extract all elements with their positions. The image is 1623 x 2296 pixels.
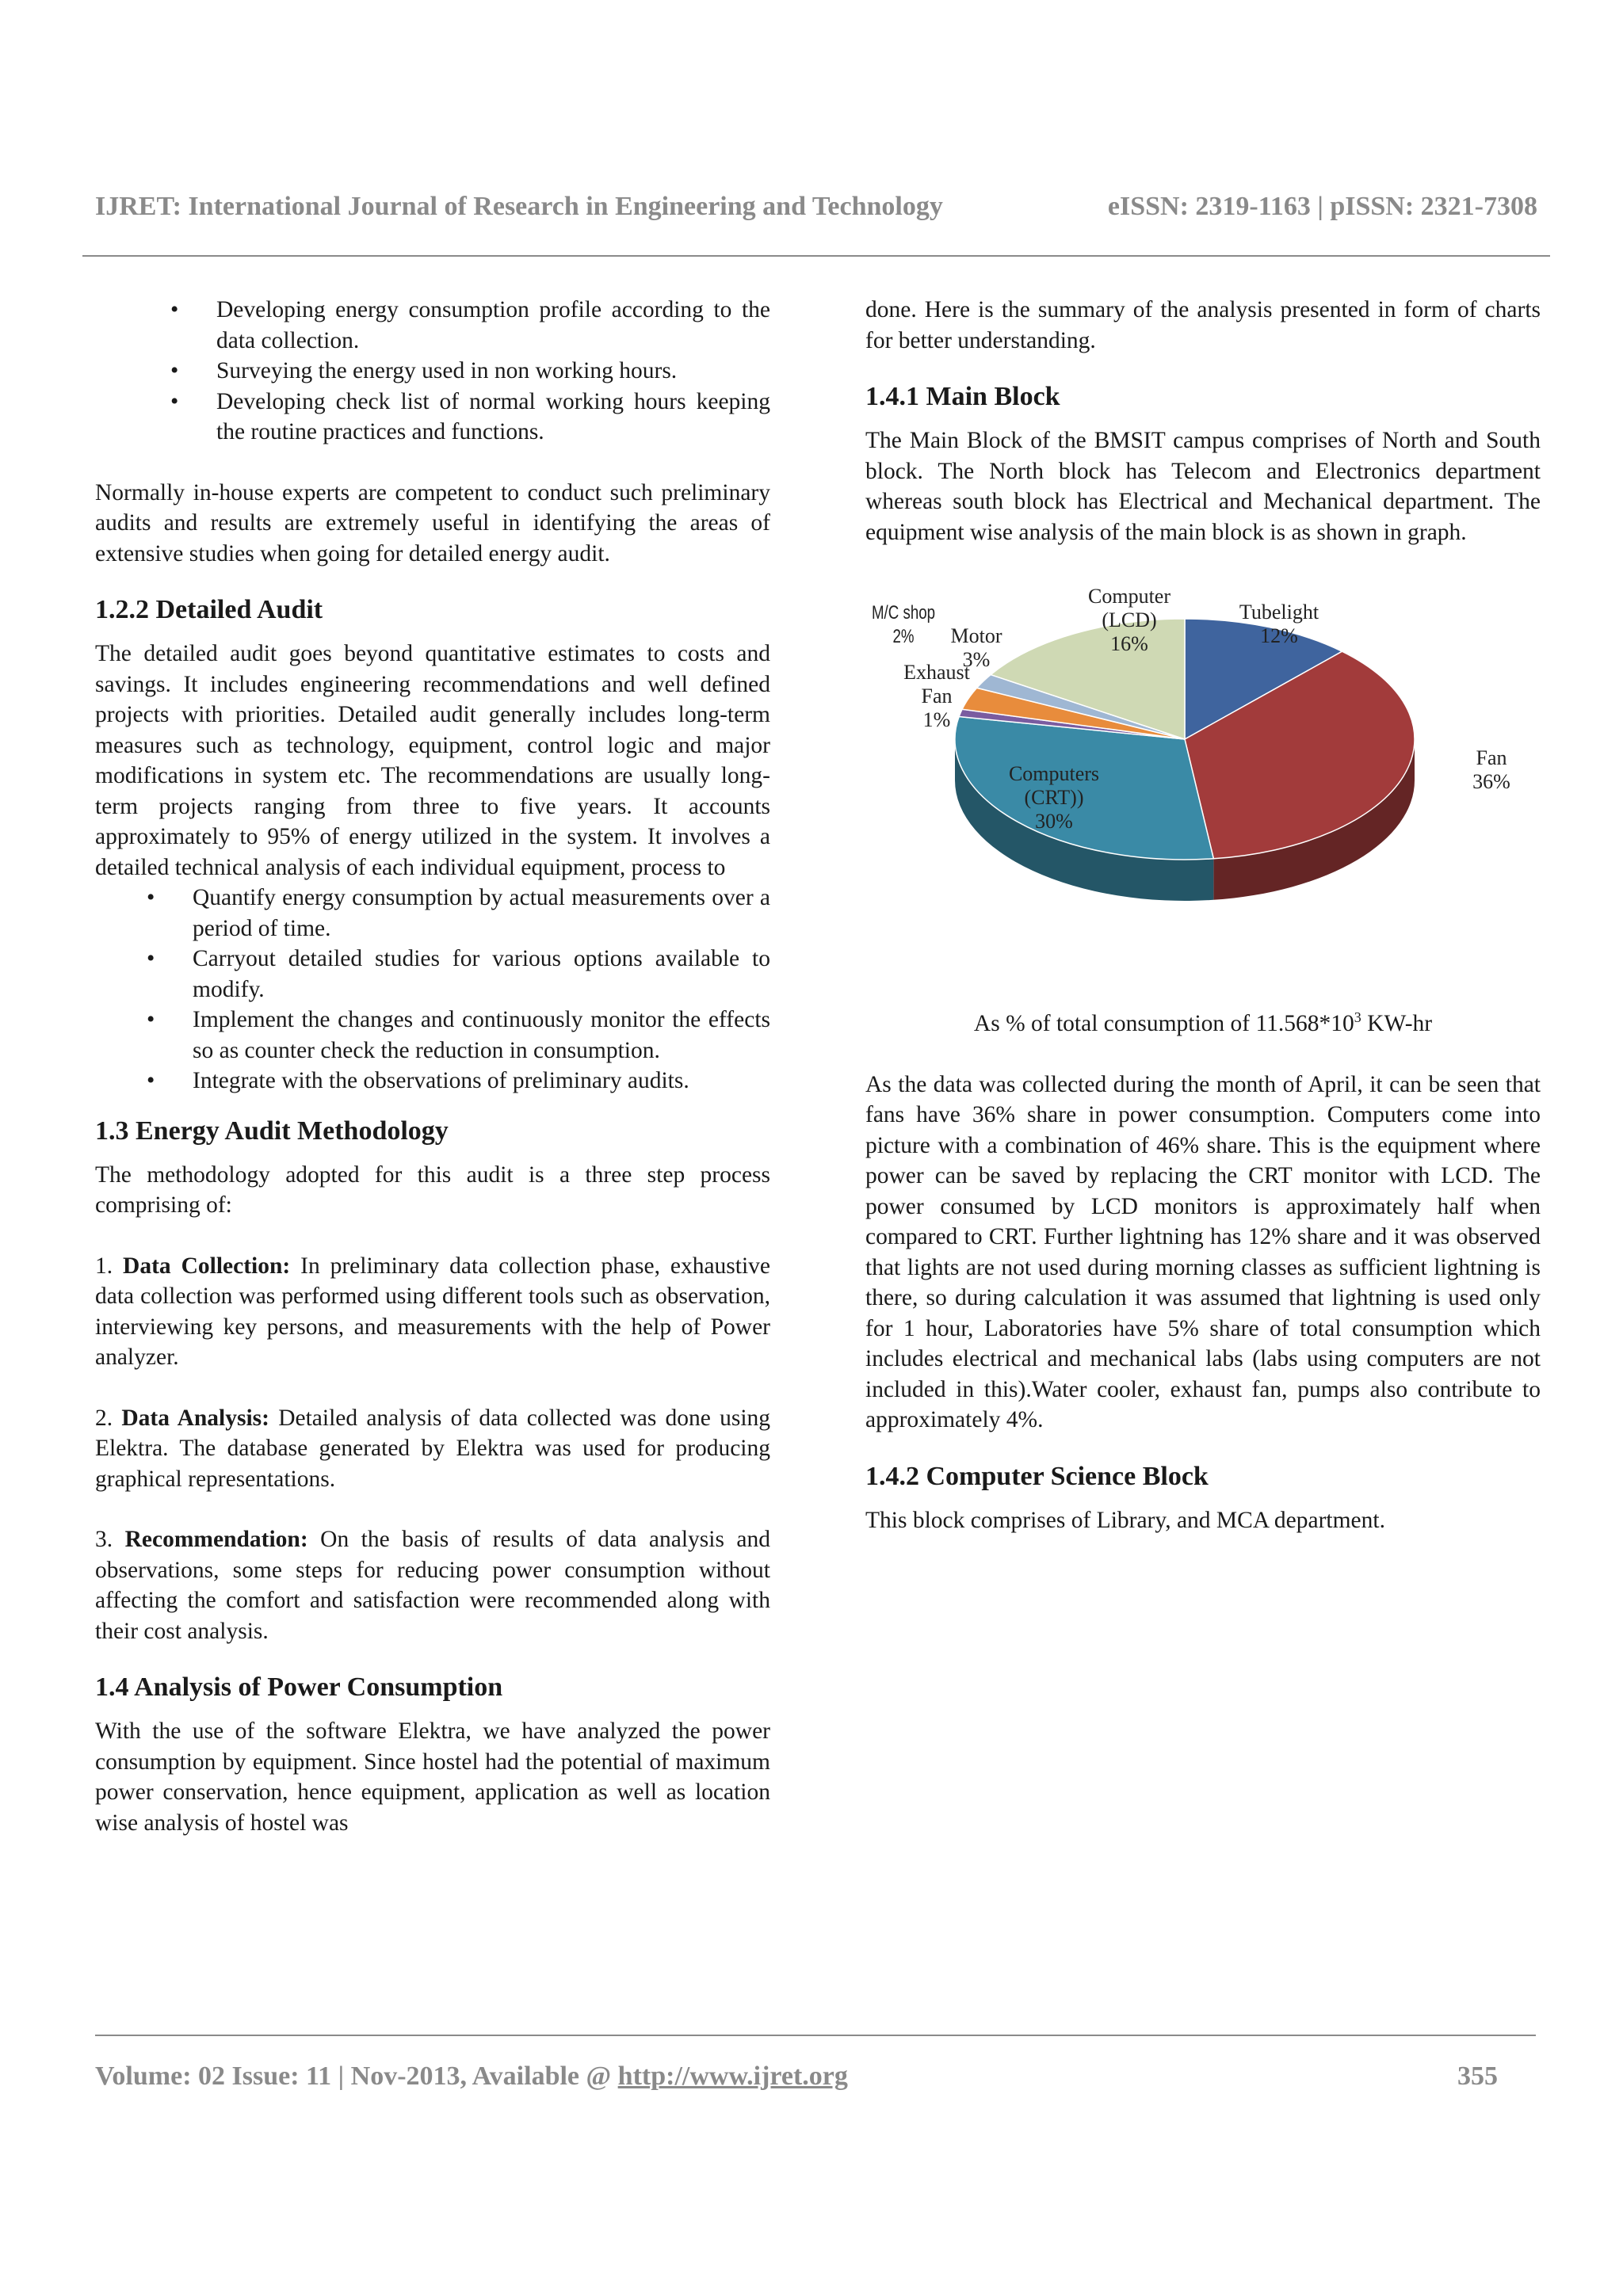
footer-rule — [95, 2035, 1536, 2036]
journal-link[interactable]: http://www.ijret.org — [617, 2061, 848, 2091]
paragraph-step-1: 1. Data Collection: In preliminary data collection phase, exhaustive data collection was performed using different tools such as observation, interviewing key persons, and measurements with the help of Power analyzer. — [95, 1253, 771, 1370]
right-column — [865, 295, 1541, 1535]
pie-label-5: M/C shop 2% — [871, 601, 936, 647]
section-heading: 1.2.2 Detailed Audit — [95, 595, 323, 624]
left-column — [95, 295, 770, 1838]
pie-chart-svg — [865, 581, 1541, 1009]
pie-chart — [865, 581, 1541, 1009]
step-label: Recommendation: — [124, 1527, 308, 1552]
bullet-list-detailed — [95, 883, 770, 1097]
pie-label-4: Motor 3% — [950, 624, 1002, 671]
pie-label-3: Exhaust Fan 1% — [903, 661, 970, 731]
paragraph: The detailed audit goes beyond quantitative estimates to costs and savings. It includes engineering recommendations and well defined projects with priorities. Detailed audit generally includes long-term measures such as technology, equipment, control logic and major modifications in system etc. The recommendations are usually long-term projects ranging from three to five years. It accounts approximately to 95% of energy utilized in the system. It involves a detailed technical analysis of each individual equipment, process to — [95, 641, 770, 880]
bullet-list-prelim — [95, 295, 770, 448]
paragraph: Normally in-house experts are competent to conduct such preliminary audits and results are extremely useful in identifying the areas of extensive studies when going for detailed energy audit. — [95, 479, 770, 566]
paragraph: The methodology adopted for this audit is a three step process comprising of: — [95, 1161, 770, 1218]
paragraph: This block comprises of Library, and MCA department. — [865, 1507, 1385, 1533]
journal-title: IJRET: International Journal of Research in Engineering and Technology — [95, 192, 943, 221]
list-item: • Surveying the energy used in non working hours. — [95, 356, 770, 387]
header-rule — [82, 255, 1550, 257]
step-label: Data Analysis: — [121, 1405, 269, 1431]
paragraph-step-3: 3. Recommendation: On the basis of results of data analysis and observations, some steps for reducing power consumption without affecting the comfort and satisfaction were recommended along with their cost analysis. — [95, 1527, 771, 1644]
pie-label-6: Computer (LCD) 16% — [1088, 585, 1170, 655]
paragraph: As the data was collected during the month of April, it can be seen that fans have 36% share in power consumption. Computers come into picture with a combination of 46% share. This is the equipment where power can be saved by replacing the CRT monitor with LCD. The power consumed by LCD monitors is approximately half when compared to CRT. Further lightning has 12% share and it was observed that lights are not used during morning classes as sufficient lightning is there, so during calculation it was assumed that lightning is used only for 1 hour, Laboratories have 5% share of total consumption which includes electrical and mechanical labs (labs using computers are not included in this).Water cooler, exhaust fan, pumps also contribute to approximately 4%. — [865, 1071, 1541, 1432]
running-header — [95, 192, 1537, 222]
step-label: Data Collection: — [123, 1253, 291, 1279]
list-item: • Integrate with the observations of preliminary audits. — [95, 1066, 770, 1097]
section-heading: 1.4.1 Main Block — [865, 382, 1060, 411]
paragraph: The Main Block of the BMSIT campus comprises of North and South block. The North block has Telecom and Electronics department whereas south block has Electrical and Mechanical department. The equipment wise analysis of the main block is as shown in graph. — [865, 428, 1541, 545]
list-item: • Developing check list of normal working hours keeping the routine practices and functions. — [95, 387, 770, 448]
list-item: • Implement the changes and continuously monitor the effects so as counter check the reduction in consumption. — [95, 1005, 770, 1066]
paragraph: With the use of the software Elektra, we have analyzed the power consumption by equipment. Since hostel had the potential of maximum power conservation, hence equipment, application as well as location wise analysis of hostel was — [95, 1718, 770, 1836]
pie-label-1: Fan 36% — [1472, 746, 1510, 793]
running-footer — [95, 2061, 1498, 2092]
page-number: 355 — [1457, 2061, 1498, 2091]
issn: eISSN: 2319-1163 | pISSN: 2321-7308 — [1107, 192, 1537, 221]
section-heading: 1.4.2 Computer Science Block — [865, 1461, 1209, 1491]
pie-label-2: Computers (CRT)) 30% — [1008, 762, 1100, 833]
volume-info: Volume: 02 Issue: 11 | Nov-2013, Available @ http://www.ijret.org — [95, 2061, 848, 2091]
list-item: • Quantify energy consumption by actual measurements over a period of time. — [95, 883, 770, 944]
list-item: • Developing energy consumption profile according to the data collection. — [95, 295, 770, 356]
chart-caption: As % of total consumption of $11.568*10^3$ KW-hr — [973, 1009, 1433, 1036]
list-item: • Carryout detailed studies for various options available to modify. — [95, 944, 770, 1005]
section-heading: 1.3 Energy Audit Methodology — [95, 1116, 449, 1146]
pie-label-0: Tubelight 12% — [1239, 601, 1319, 647]
paragraph: done. Here is the summary of the analysis presented in form of charts for better understanding. — [865, 297, 1541, 353]
paragraph-step-2: 2. Data Analysis: Detailed analysis of data collected was done using Elektra. The database generated by Elektra was used for producing graphical representations. — [95, 1405, 771, 1492]
section-heading: 1.4 Analysis of Power Consumption — [95, 1672, 503, 1702]
